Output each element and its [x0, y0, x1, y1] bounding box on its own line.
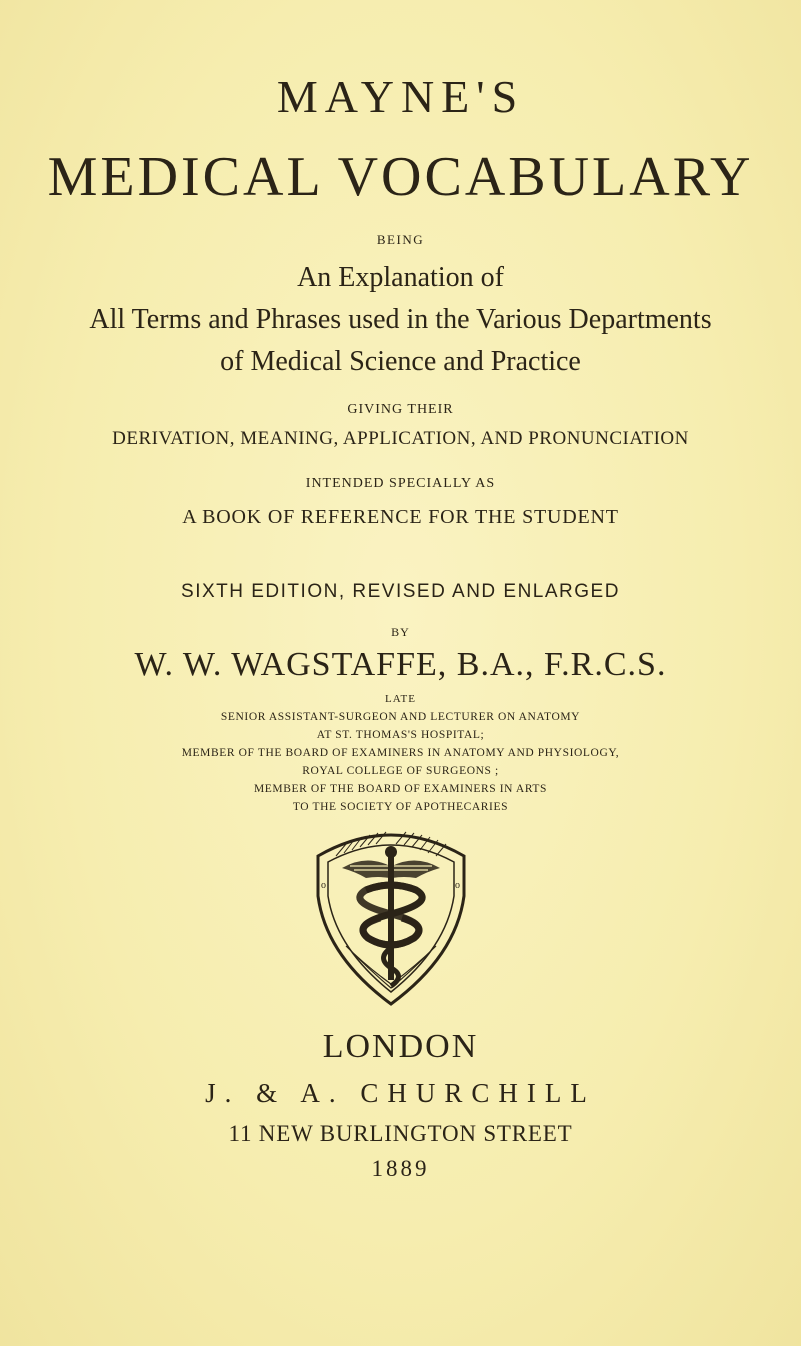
credential-line: ROYAL COLLEGE OF SURGEONS ;	[302, 765, 499, 777]
subtitle-line-3: of Medical Science and Practice	[220, 346, 581, 377]
giving-label: GIVING THEIR	[347, 402, 454, 417]
being-label: BEING	[376, 232, 425, 247]
subtitle-line-1: An Explanation of	[297, 262, 504, 293]
late-label: LATE	[385, 693, 416, 705]
credential-line: MEMBER OF THE BOARD OF EXAMINERS IN ANATOMY AND PHYSIOLOGY,	[181, 747, 620, 759]
credential-line: MEMBER OF THE BOARD OF EXAMINERS IN ARTS	[253, 783, 548, 795]
intended-label: INTENDED SPECIALLY AS	[305, 476, 496, 491]
caduceus-shield-icon	[306, 826, 476, 1008]
edition-line: SIXTH EDITION, REVISED AND ENLARGED	[181, 581, 620, 602]
credential-line: AT ST. THOMAS'S HOSPITAL;	[316, 729, 485, 741]
credential-line: SENIOR ASSISTANT-SURGEON AND LECTURER ON ANATOMY	[220, 711, 581, 723]
publisher-address: 11 NEW BURLINGTON STREET	[228, 1121, 573, 1146]
credential-line: TO THE SOCIETY OF APOTHECARIES	[292, 801, 509, 813]
by-label: BY	[391, 625, 410, 639]
publisher-city: LONDON	[322, 1028, 479, 1065]
svg-text:o: o	[455, 880, 460, 891]
title-line-1: MAYNE'S	[276, 71, 525, 122]
title-line-2: MEDICAL VOCABULARY	[47, 146, 754, 208]
author-name: W. W. WAGSTAFFE, B.A., F.R.C.S.	[134, 646, 667, 683]
publisher-name: J. & A. CHURCHILL	[205, 1078, 596, 1108]
derivation-line: DERIVATION, MEANING, APPLICATION, AND PRONUNCIATION	[112, 428, 689, 449]
subtitle-line-2: All Terms and Phrases used in the Various Departments	[89, 304, 712, 335]
svg-text:o: o	[321, 880, 326, 891]
publication-year: 1889	[371, 1156, 430, 1181]
reference-line: A BOOK OF REFERENCE FOR THE STUDENT	[182, 506, 619, 528]
